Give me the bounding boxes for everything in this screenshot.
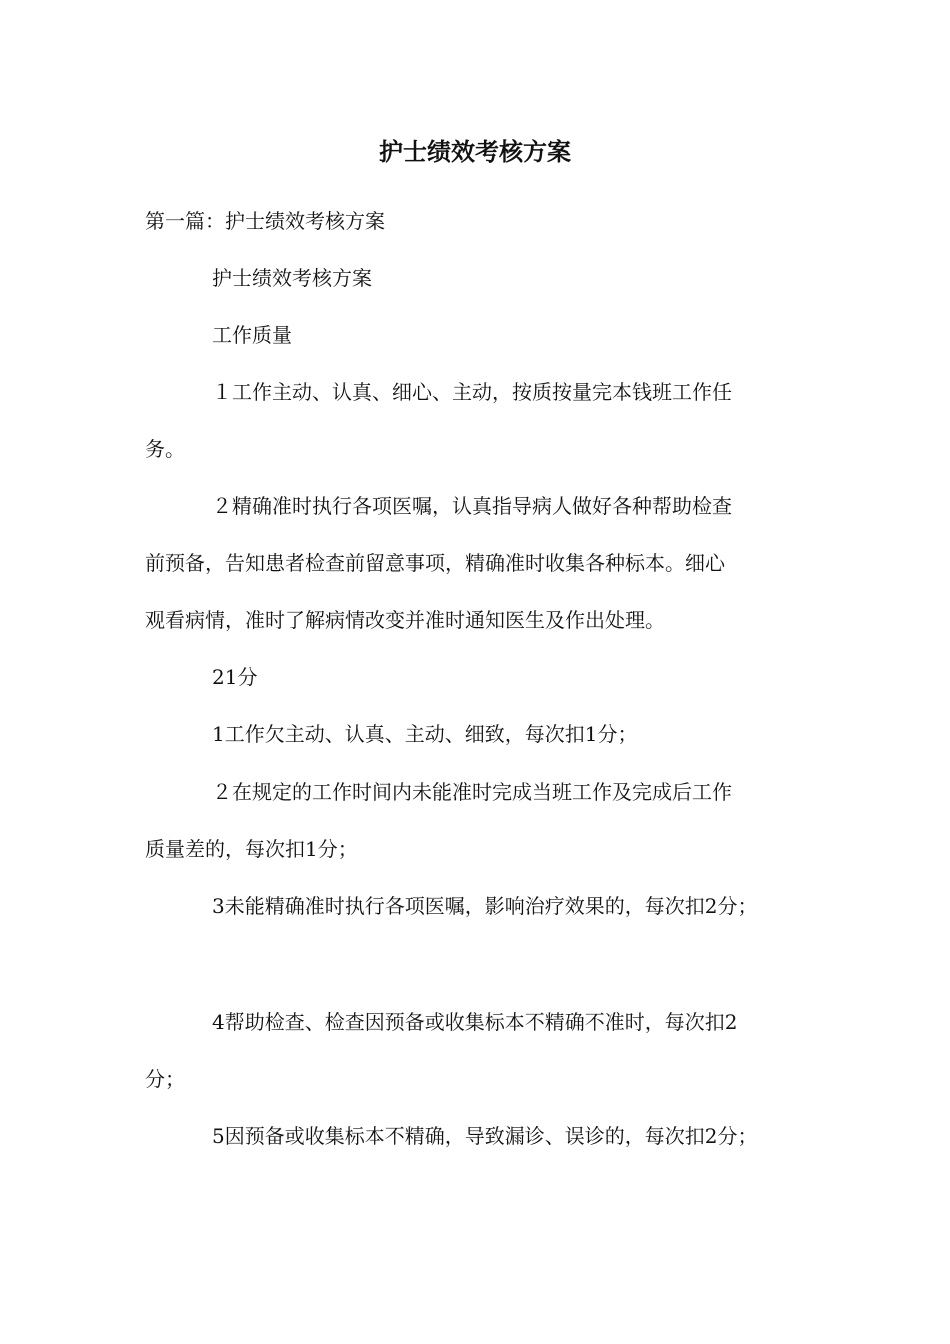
paragraph-line: 分； — [145, 1067, 185, 1091]
paragraph-line: ２精确准时执行各项医嘱，认真指导病人做好各种帮助检查 — [212, 494, 732, 518]
paragraph-line: 1工作欠主动、认真、主动、细致，每次扣1分； — [212, 722, 638, 746]
paragraph-line: 4帮助检查、检查因预备或收集标本不精确不准时，每次扣2 — [212, 1010, 738, 1034]
paragraph-line: 质量差的，每次扣1分； — [145, 837, 358, 861]
section-heading: 第一篇：护士绩效考核方案 — [145, 209, 385, 233]
paragraph-line: 观看病情，准时了解病情改变并准时通知医生及作出处理。 — [145, 608, 665, 632]
paragraph-line: 前预备，告知患者检查前留意事项，精确准时收集各种标本。细心 — [145, 551, 725, 575]
paragraph-line: 务。 — [145, 437, 185, 461]
paragraph-line: 3未能精确准时执行各项医嘱，影响治疗效果的，每次扣2分； — [212, 894, 758, 918]
paragraph-line: 5因预备或收集标本不精确，导致漏诊、误诊的，每次扣2分； — [212, 1124, 758, 1148]
document-title: 护士绩效考核方案 — [379, 137, 571, 166]
subsection-title: 护士绩效考核方案 — [212, 266, 372, 290]
paragraph-line: １工作主动、认真、细心、主动，按质按量完本钱班工作任 — [212, 380, 732, 404]
paragraph-line: ２在规定的工作时间内未能准时完成当班工作及完成后工作 — [212, 780, 732, 804]
category-heading: 工作质量 — [212, 323, 292, 347]
score-label: 21分 — [212, 665, 258, 689]
